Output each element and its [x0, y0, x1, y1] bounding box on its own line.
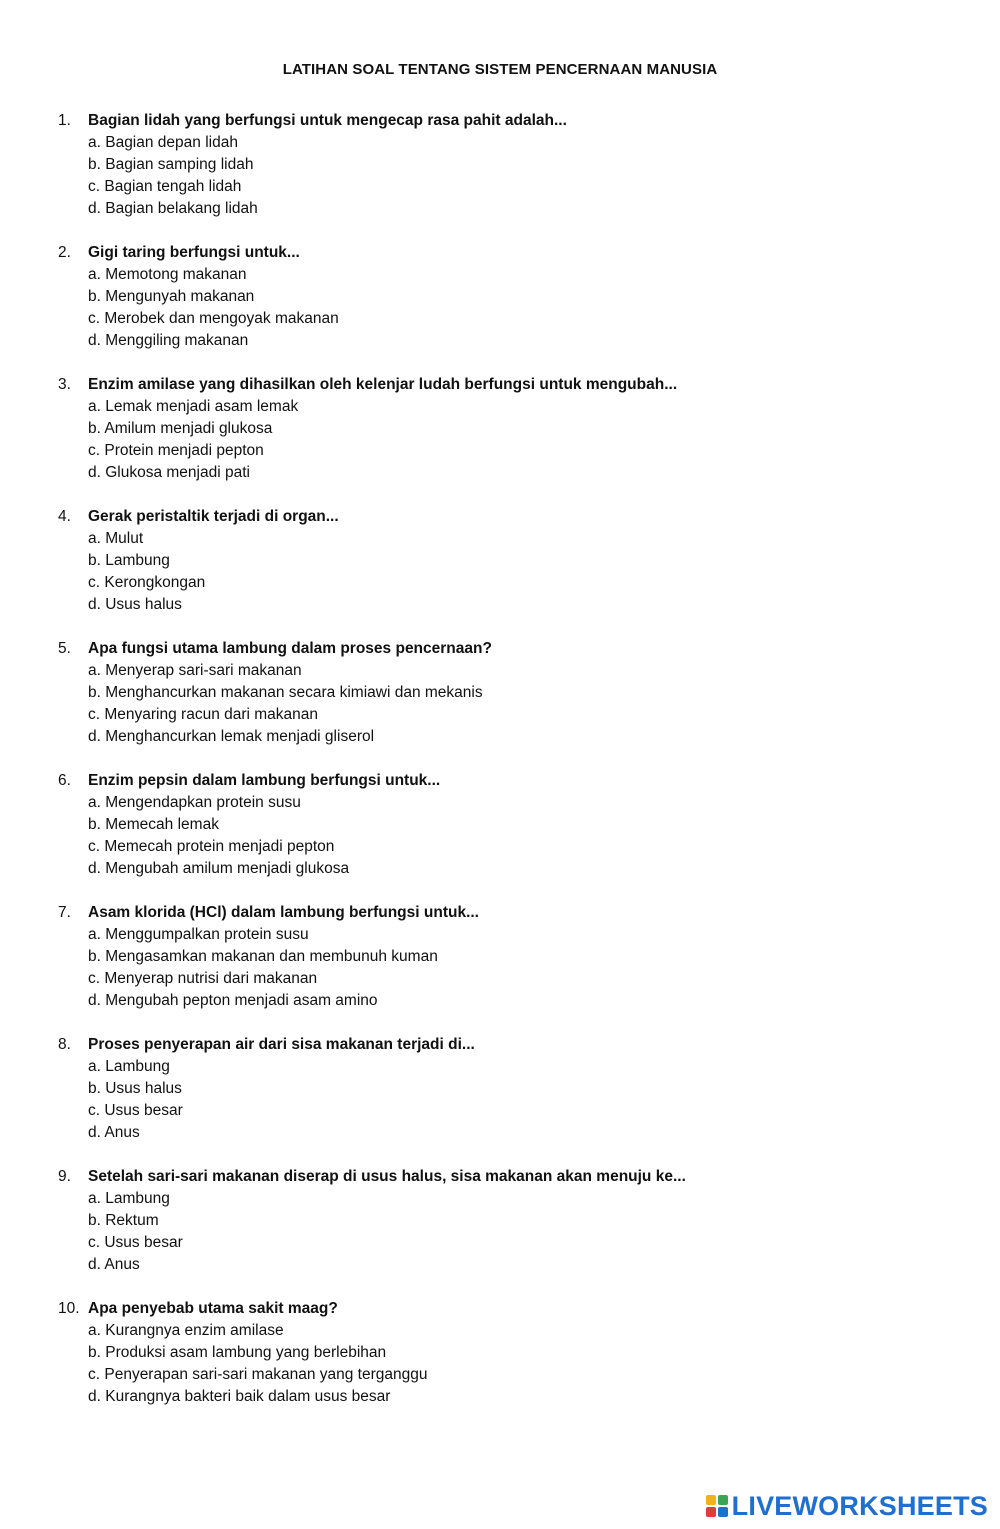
question-number: 6. — [58, 772, 71, 789]
question-spacer — [58, 484, 958, 506]
question-row — [58, 1298, 958, 1320]
question-number: 1. — [58, 112, 71, 129]
question-text: Gigi taring berfungsi untuk... — [88, 244, 300, 261]
logo-square-1 — [706, 1495, 716, 1505]
answer-option: d. Menghancurkan lemak menjadi gliserol — [88, 728, 375, 745]
option-list — [58, 792, 958, 880]
answer-option: c. Kerongkongan — [88, 574, 206, 591]
option-list — [58, 1056, 958, 1144]
question-spacer — [58, 880, 958, 902]
answer-option: b. Produksi asam lambung yang berlebihan — [88, 1344, 387, 1361]
question-item — [58, 902, 958, 1034]
question-text: Apa penyebab utama sakit maag? — [88, 1300, 338, 1317]
answer-option: a. Lemak menjadi asam lemak — [88, 398, 299, 415]
question-item — [58, 1298, 958, 1408]
option-list — [58, 264, 958, 352]
question-text: Enzim amilase yang dihasilkan oleh kelenjar ludah berfungsi untuk mengubah... — [88, 376, 678, 393]
question-spacer — [58, 1144, 958, 1166]
question-item — [58, 1166, 958, 1298]
question-text: Gerak peristaltik terjadi di organ... — [88, 508, 339, 525]
answer-option: a. Bagian depan lidah — [88, 134, 238, 151]
answer-option: b. Usus halus — [88, 1080, 182, 1097]
answer-option: c. Bagian tengah lidah — [88, 178, 242, 195]
option-list — [58, 528, 958, 616]
answer-option: d. Menggiling makanan — [88, 332, 249, 349]
question-number: 8. — [58, 1036, 71, 1053]
question-number: 2. — [58, 244, 71, 261]
question-spacer — [58, 352, 958, 374]
option-list — [58, 1188, 958, 1276]
question-row — [58, 242, 958, 264]
answer-option: c. Usus besar — [88, 1102, 183, 1119]
question-row — [58, 374, 958, 396]
answer-option: c. Merobek dan mengoyak makanan — [88, 310, 339, 327]
question-row — [58, 902, 958, 924]
liveworksheets-logo — [706, 1489, 988, 1523]
answer-option: d. Anus — [88, 1124, 140, 1141]
answer-option: c. Memecah protein menjadi pepton — [88, 838, 335, 855]
question-text: Asam klorida (HCl) dalam lambung berfungsi untuk... — [88, 904, 479, 921]
answer-option: c. Protein menjadi pepton — [88, 442, 264, 459]
question-number: 4. — [58, 508, 71, 525]
question-item — [58, 638, 958, 770]
answer-option: d. Mengubah amilum menjadi glukosa — [88, 860, 350, 877]
question-spacer — [58, 220, 958, 242]
question-row — [58, 770, 958, 792]
answer-option: a. Mulut — [88, 530, 144, 547]
question-number: 3. — [58, 376, 71, 393]
option-list — [58, 1320, 958, 1408]
question-row — [58, 638, 958, 660]
question-row — [58, 110, 958, 132]
option-list — [58, 660, 958, 748]
answer-option: b. Rektum — [88, 1212, 159, 1229]
question-number: 5. — [58, 640, 71, 657]
answer-option: d. Bagian belakang lidah — [88, 200, 258, 217]
logo-square-4 — [718, 1507, 728, 1517]
question-item — [58, 1034, 958, 1166]
answer-option: a. Menyerap sari-sari makanan — [88, 662, 302, 679]
question-item — [58, 242, 958, 374]
logo-text: LIVEWORKSHEETS — [731, 1490, 988, 1521]
question-text: Proses penyerapan air dari sisa makanan terjadi di... — [88, 1036, 475, 1053]
question-row — [58, 1034, 958, 1056]
answer-option: b. Memecah lemak — [88, 816, 219, 833]
answer-option: b. Mengunyah makanan — [88, 288, 255, 305]
question-text: Apa fungsi utama lambung dalam proses pencernaan? — [88, 640, 492, 657]
question-spacer — [58, 748, 958, 770]
option-list — [58, 132, 958, 220]
answer-option: b. Bagian samping lidah — [88, 156, 254, 173]
answer-option: d. Mengubah pepton menjadi asam amino — [88, 992, 378, 1009]
page-title: LATIHAN SOAL TENTANG SISTEM PENCERNAAN MANUSIA — [282, 61, 718, 78]
option-list — [58, 924, 958, 1012]
answer-option: a. Lambung — [88, 1058, 170, 1075]
question-row — [58, 1166, 958, 1188]
answer-option: c. Penyerapan sari-sari makanan yang terganggu — [88, 1366, 428, 1383]
answer-option: a. Kurangnya enzim amilase — [88, 1322, 284, 1339]
question-number: 10. — [58, 1300, 80, 1317]
answer-option: b. Mengasamkan makanan dan membunuh kuman — [88, 948, 438, 965]
question-number: 9. — [58, 1168, 71, 1185]
question-item — [58, 110, 958, 242]
answer-option: a. Lambung — [88, 1190, 170, 1207]
option-list — [58, 396, 958, 484]
question-item — [58, 506, 958, 638]
answer-option: a. Memotong makanan — [88, 266, 247, 283]
question-text: Setelah sari-sari makanan diserap di usus halus, sisa makanan akan menuju ke... — [88, 1168, 686, 1185]
question-spacer — [58, 616, 958, 638]
answer-option: b. Lambung — [88, 552, 170, 569]
answer-option: d. Kurangnya bakteri baik dalam usus besar — [88, 1388, 391, 1405]
question-number: 7. — [58, 904, 71, 921]
answer-option: c. Menyaring racun dari makanan — [88, 706, 319, 723]
answer-option: b. Amilum menjadi glukosa — [88, 420, 273, 437]
answer-option: d. Anus — [88, 1256, 140, 1273]
answer-option: d. Glukosa menjadi pati — [88, 464, 250, 481]
answer-option: c. Menyerap nutrisi dari makanan — [88, 970, 318, 987]
logo-square-2 — [718, 1495, 728, 1505]
answer-option: b. Menghancurkan makanan secara kimiawi dan mekanis — [88, 684, 483, 701]
question-spacer — [58, 1276, 958, 1298]
answer-option: c. Usus besar — [88, 1234, 183, 1251]
logo-square-3 — [706, 1507, 716, 1517]
question-text: Enzim pepsin dalam lambung berfungsi untuk... — [88, 772, 441, 789]
liveworksheets-logo-icon — [706, 1495, 728, 1517]
question-item — [58, 374, 958, 506]
answer-option: a. Menggumpalkan protein susu — [88, 926, 309, 943]
question-row — [58, 506, 958, 528]
answer-option: a. Mengendapkan protein susu — [88, 794, 301, 811]
question-list — [58, 110, 958, 1408]
question-spacer — [58, 1012, 958, 1034]
question-text: Bagian lidah yang berfungsi untuk mengecap rasa pahit adalah... — [88, 112, 567, 129]
question-item — [58, 770, 958, 902]
answer-option: d. Usus halus — [88, 596, 182, 613]
